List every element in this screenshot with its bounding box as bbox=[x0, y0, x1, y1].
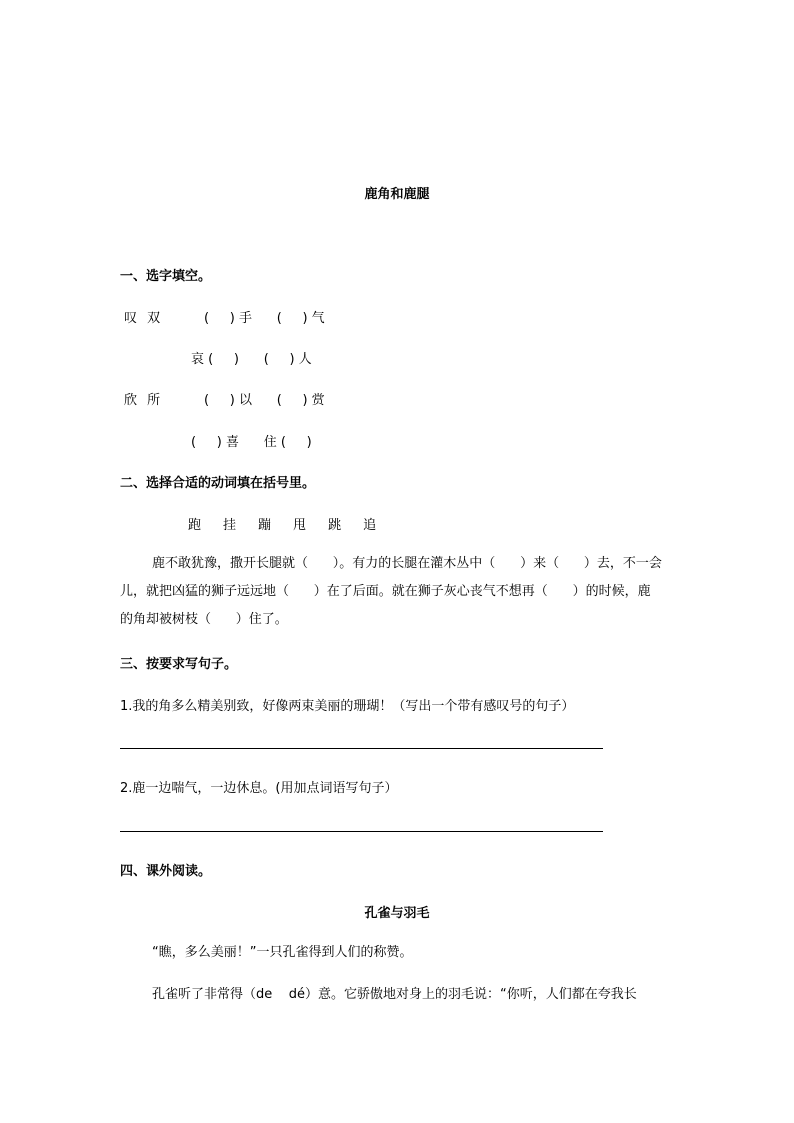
section1-row2: 哀 ( ) ( ) 人 bbox=[191, 352, 312, 367]
question-1: 1.我的角多么精美别致，好像两束美丽的珊瑚！（写出一个带有感叹号的句子） bbox=[120, 699, 575, 714]
section1-row3-blanks: ( ) 以 ( ) 赏 bbox=[204, 393, 325, 408]
section1-row1-chars: 叹 双 bbox=[124, 311, 161, 326]
fill-paragraph-line2: 儿，就把凶猛的狮子远远地（ ）在了后面。就在狮子灰心丧气不想再（ ）的时候，鹿 bbox=[120, 584, 651, 599]
section1-row3-chars: 欣 所 bbox=[124, 393, 161, 408]
verb-word: 挂 bbox=[223, 518, 237, 533]
section3-heading: 三、按要求写句子。 bbox=[120, 657, 238, 672]
verb-word: 蹦 bbox=[258, 518, 272, 533]
verb-word: 跑 bbox=[188, 518, 202, 533]
fill-paragraph-line3: 的角却被树枝（ ）住了。 bbox=[120, 612, 288, 627]
story-paragraph-2: 孔雀听了非常得（de dé）意。它骄傲地对身上的羽毛说：“你听，人们都在夸我长 bbox=[152, 987, 637, 1002]
page-title: 鹿角和鹿腿 bbox=[364, 187, 430, 202]
fill-paragraph-line1: 鹿不敢犹豫，撒开长腿就（ ）。有力的长腿在灌木丛中（ ）来（ ）去，不一会 bbox=[152, 556, 662, 571]
section4-heading: 四、课外阅读。 bbox=[120, 864, 212, 879]
section1-row4: ( ) 喜 住 ( ) bbox=[191, 435, 312, 450]
verb-word-list bbox=[188, 514, 376, 533]
section1-row1-blanks: ( ) 手 ( ) 气 bbox=[204, 311, 325, 326]
section1-heading: 一、选字填空。 bbox=[120, 269, 212, 284]
section2-heading: 二、选择合适的动词填在括号里。 bbox=[120, 476, 316, 491]
answer-line-1[interactable] bbox=[120, 748, 603, 749]
answer-line-2[interactable] bbox=[120, 831, 603, 832]
story-paragraph-1: “瞧，多么美丽！”一只孔雀得到人们的称赞。 bbox=[152, 945, 413, 960]
verb-word: 甩 bbox=[293, 518, 307, 533]
question-2: 2.鹿一边喘气，一边休息。(用加点词语写句子） bbox=[120, 781, 398, 796]
verb-word: 跳 bbox=[328, 518, 342, 533]
verb-word: 追 bbox=[363, 518, 377, 533]
story-title: 孔雀与羽毛 bbox=[364, 906, 430, 921]
